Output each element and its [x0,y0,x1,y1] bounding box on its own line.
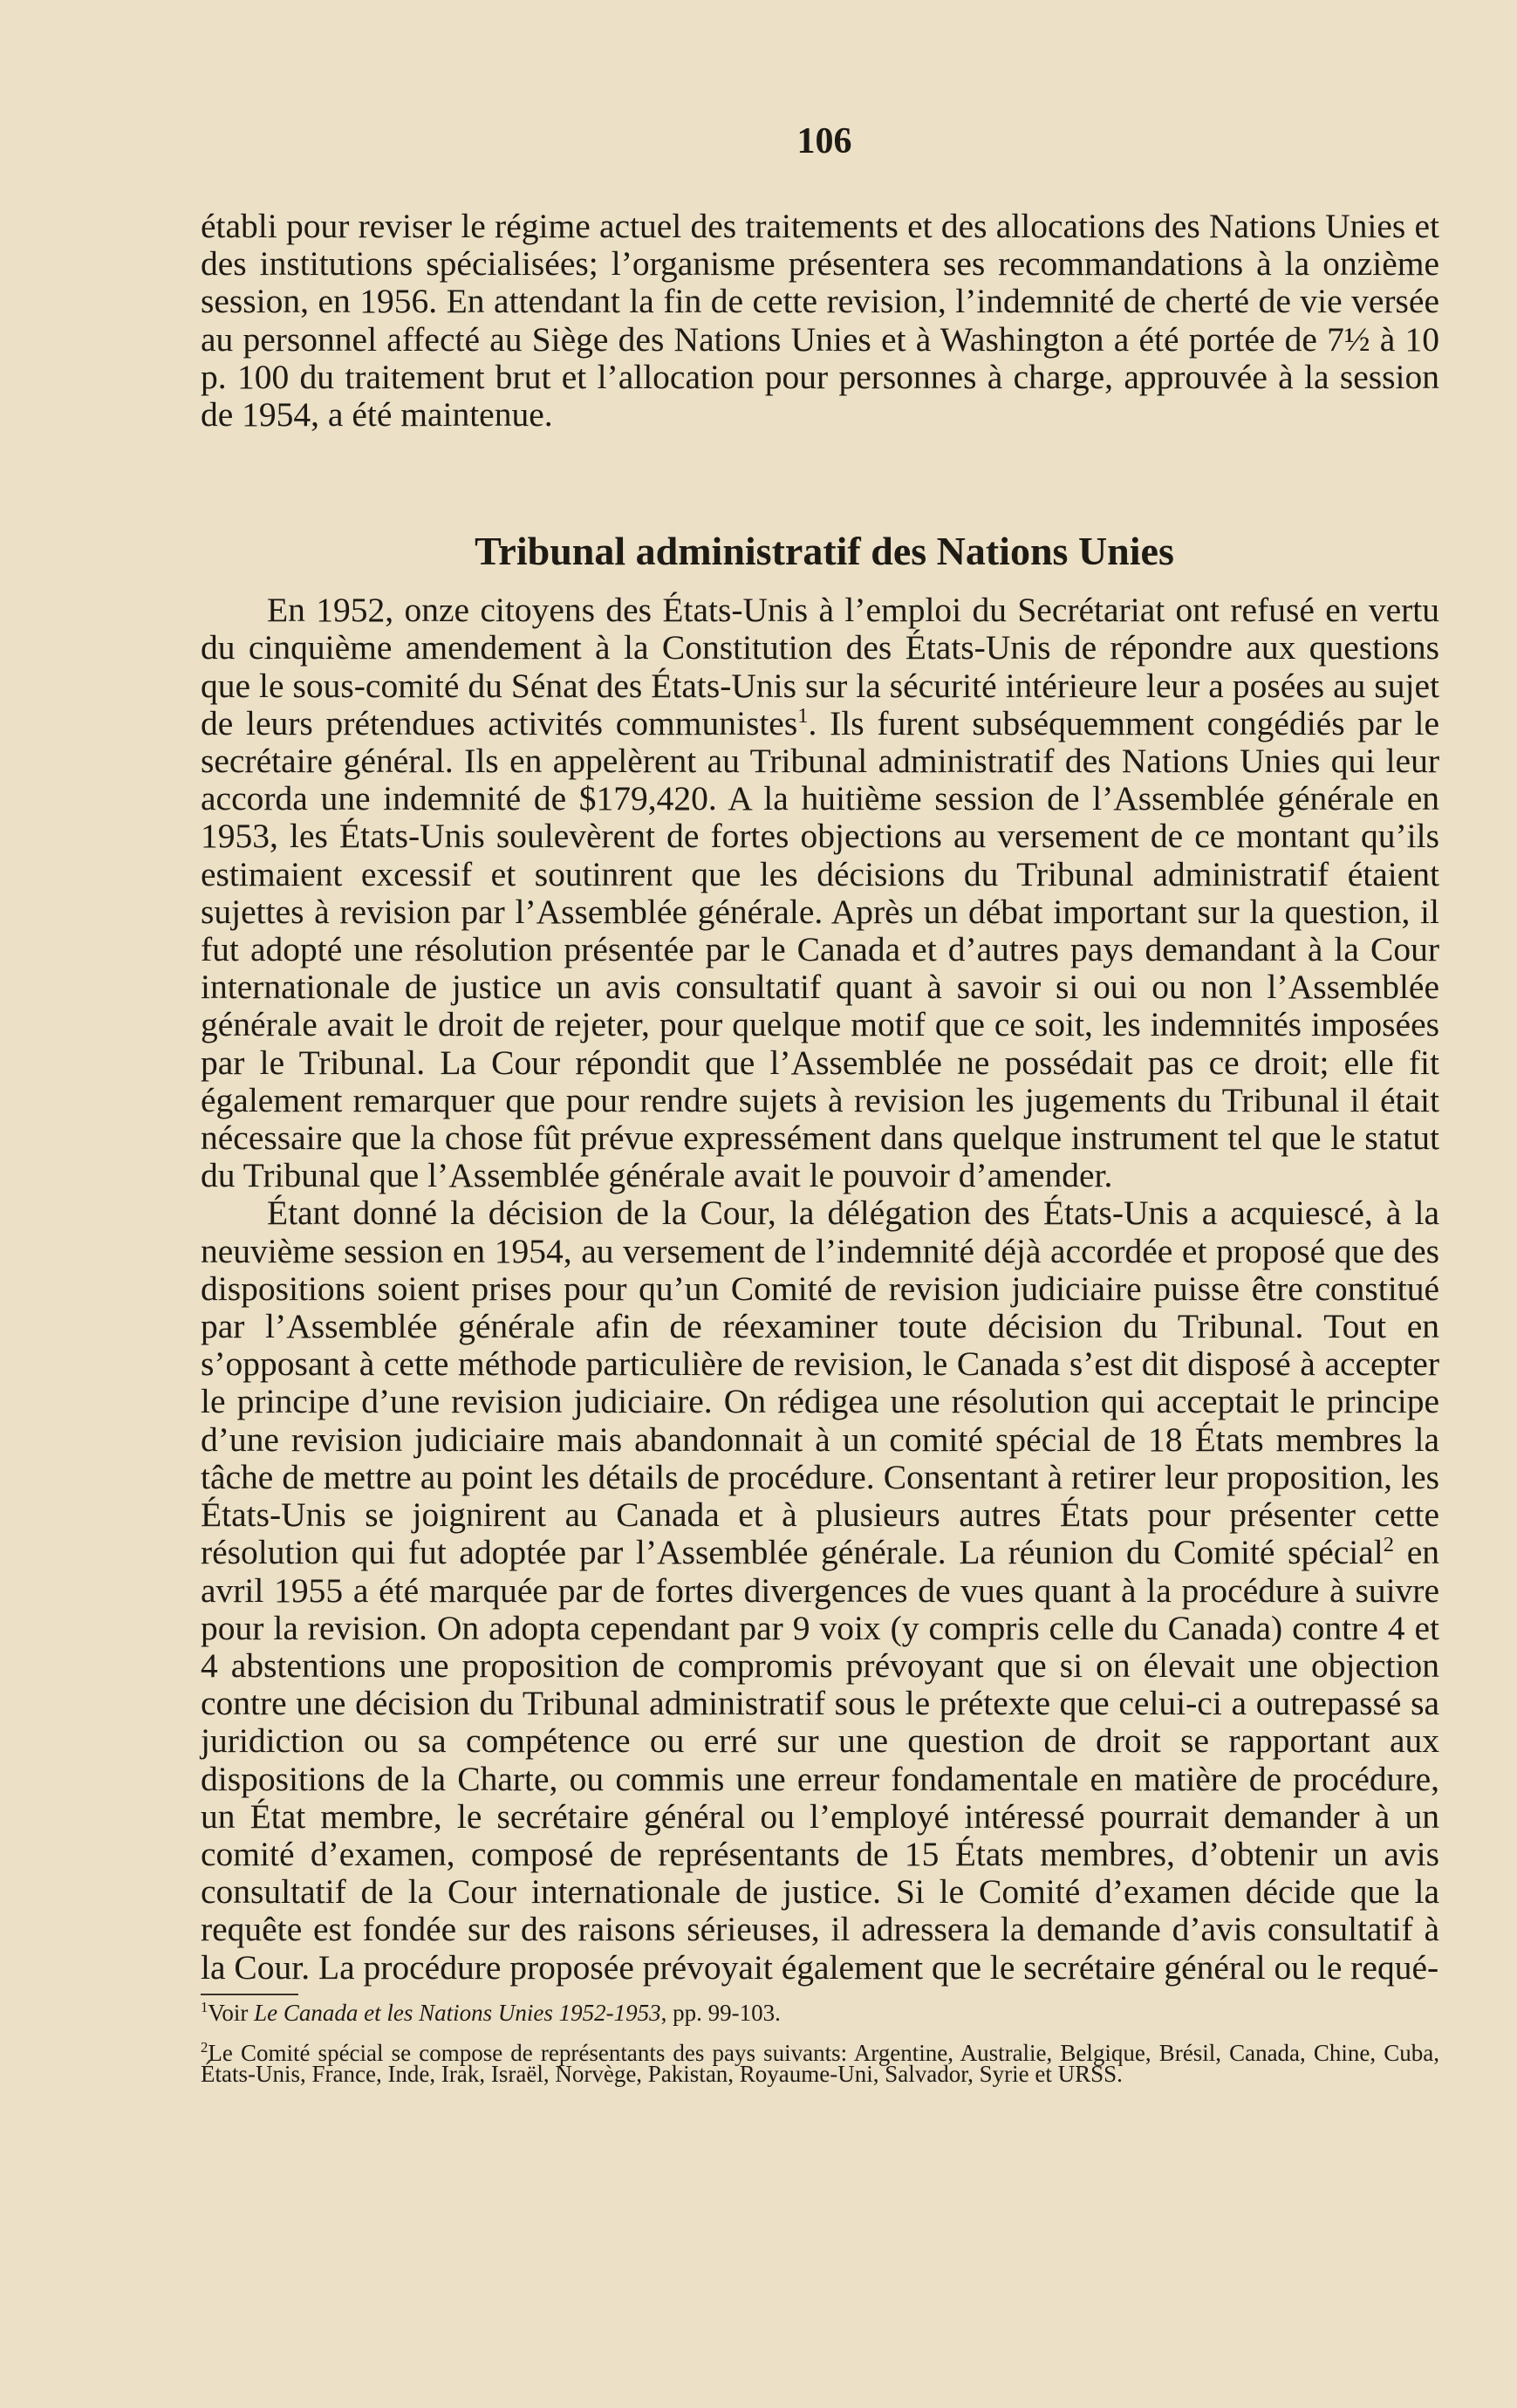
footnote-ref-1: 1 [797,703,809,728]
footnote-2-mark: 2 [201,2038,208,2056]
body-paragraph-1 [201,592,1439,1194]
text-column [201,207,1439,2087]
body-paragraph-2 [201,1194,1439,1986]
footnote-1-suffix: , pp. 99-103. [660,1999,781,2026]
page-number: 106 [796,121,852,161]
footnote-ref-2: 2 [1383,1533,1395,1557]
footnote-1 [201,1998,1439,2026]
paragraph-1-text-end: . Ils furent subséquemment congédiés par le secrétaire général. Ils en appelèrent au Tribunal administratif des Nations Unies qui leur accorda une indemnité de $179,420. A la huitième session de l’Assemblée générale en 1953, les États-Unis soulevèrent de fortes objections au versement de ce montant qu’ils estimaient excessif et soutinrent que les décisions du Tribunal administratif étaient sujettes à revision par l’Assemblée générale. Après un débat important sur la question, il fut adopté une résolution présentée par le Canada et d’autres pays demandant à la Cour internationale de justice un avis consultatif quant à savoir si oui ou non l’Assemblée générale avait le droit de rejeter, pour quelque motif que ce soit, les indemnités imposées par le Tribunal. La Cour répondit que l’Assemblée ne possédait pas ce droit; elle fit également remarquer que pour rendre sujets à revision les jugements du Tribunal il était nécessaire que la chose fût prévue expressément dans quelque instrument tel que le statut du Tribunal que l’Assemblée générale avait le pouvoir d’amender. [201,703,1439,1195]
paragraph-2-text-end: en avril 1955 a été marquée par de fortes divergences de vues quant à la procédure à suivre pour la revision. On adopta cependant par 9 voix (y compris celle du Canada) contre 4 et 4 abstentions une proposition de compromis prévoyant que si on élevait une objection contre une décision du Tribunal administratif sous le prétexte que celui-ci a outrepassé sa juridiction ou sa compétence ou erré sur une question de droit se rapportant aux dispositions de la Charte, ou commis une erreur fondamentale en matière de procédure, un État membre, le secrétaire général ou l’employé intéressé pourrait demander à un comité d’examen, composé de représentants de 15 États membres, d’obtenir un avis consultatif de la Cour internationale de justice. Si le Comité d’examen décide que la requête est fondée sur des raisons sérieuses, il adressera la demande d’avis consultatif à la Cour. La procédure proposée prévoyait également que le secrétaire général ou le requé- [201,1533,1439,1987]
intro-paragraph: établi pour reviser le régime actuel des traitements et des allocations des Nations Unies et des institutions spécialisées; l’organisme présentera ses recommandations à la onzième session, en 1956. En attendant la fin de cette revision, l’indemnité de cherté de vie versée au personnel affecté au Siège des Nations Unies et à Washington a été portée de 7½ à 10 p. 100 du traitement brut et l’allocation pour personnes à charge, approuvée à la session de 1954, a été maintenue. [201,207,1439,434]
paragraph-1-text-start: En 1952, onze citoyens des États-Unis à l’emploi du Secrétariat ont refusé en vertu du cinquième amendement à la Constitution des États-Unis de répondre aux questions que le sous-comité du Sénat des États-Unis sur la sécurité intérieure leur a posées au sujet de leurs prétendues activités communistes [201,591,1439,742]
footnote-1-prefix: Voir [208,1999,255,2026]
footnote-2 [201,2038,1439,2087]
footnote-1-mark: 1 [201,1998,208,2015]
section-heading: Tribunal administratif des Nations Unies [475,529,1174,574]
footnote-1-title: Le Canada et les Nations Unies 1952-1953 [254,1999,661,2026]
paragraph-2-text-start: Étant donné la décision de la Cour, la délégation des États-Unis a acquiescé, à la neuvième session en 1954, au versement de l’indemnité déjà accordée et proposé que des dispositions soient prises pour qu’un Comité de revision judiciaire puisse être constitué par l’Assemblée générale afin de réexaminer toute décision du Tribunal. Tout en s’opposant à cette méthode particulière de revision, le Canada s’est dit disposé à accepter le principe d’une revision judiciaire. On rédigea une résolution qui acceptait le principe d’une revision judiciaire mais abandonnait à un comité spécial de 18 États membres la tâche de mettre au point les détails de procédure. Consentant à retirer leur proposition, les États-Unis se joignirent au Canada et à plusieurs autres États pour présenter cette résolution qui fut adoptée par l’Assemblée générale. La réunion du Comité spécial [201,1194,1439,1572]
footnote-2-text: Le Comité spécial se compose de représentants des pays suivants: Argentine, Australie, Belgique, Brésil, Canada, Chine, Cuba, États-Unis, France, Inde, Irak, Israël, Norvège, Pakistan, Royaume-Uni, Salvador, Syrie et URSS. [201,2039,1439,2087]
